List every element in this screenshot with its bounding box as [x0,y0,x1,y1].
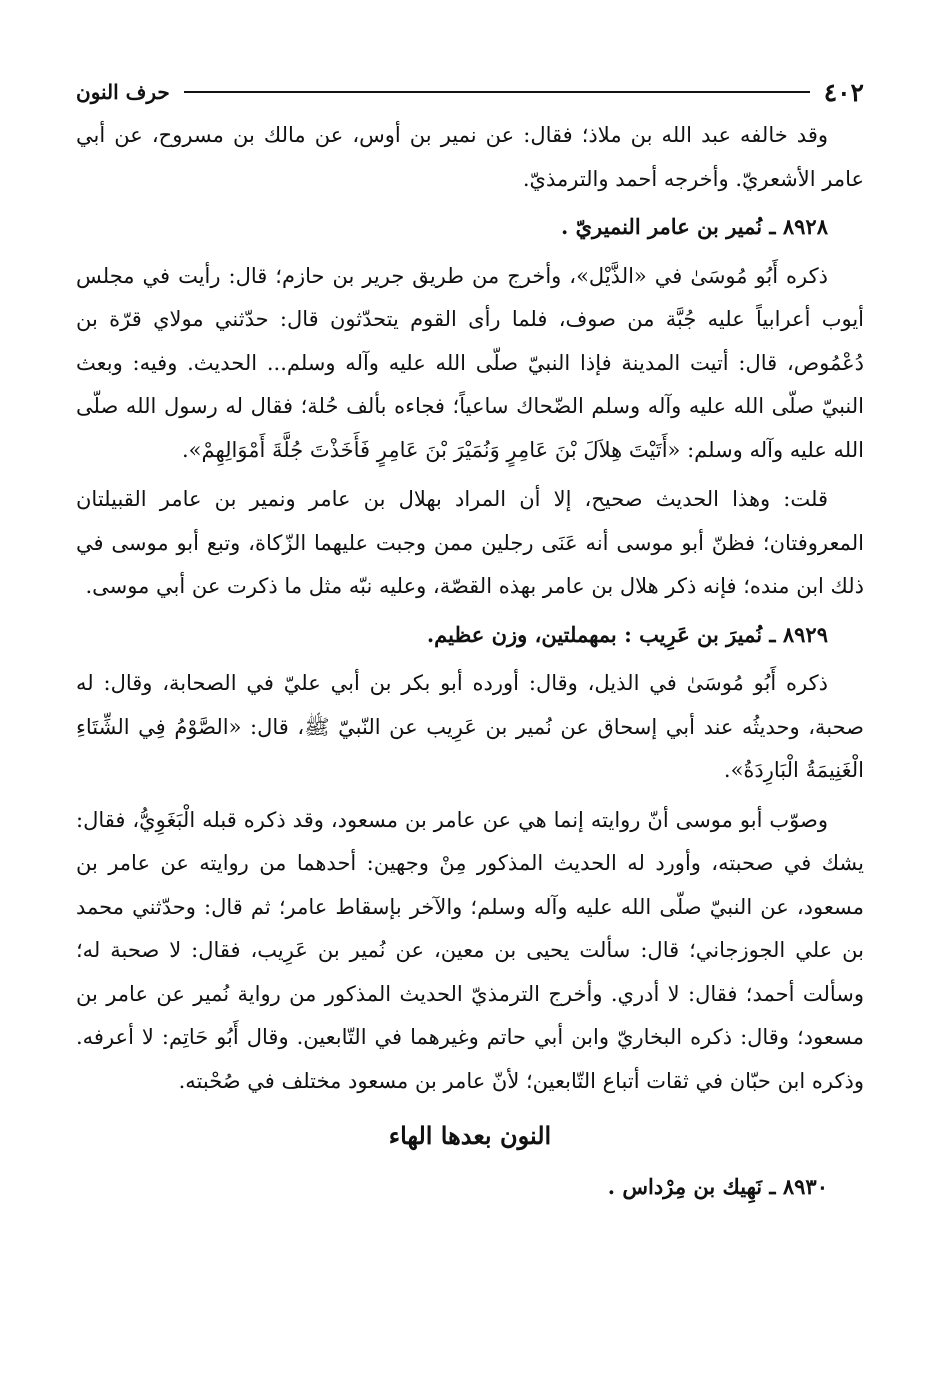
entry-8929: ٨٩٢٩ ـ نُميرَ بن عَرِيب : بمهملتين، وزن عظيم. [426,621,828,647]
section-title: حرف النون [76,80,170,104]
entry-8930: ٨٩٣٠ ـ نَهِيك بن مِرْداس . [607,1174,828,1199]
entry-8928: ٨٩٢٨ ـ نُمير بن عامر النميريّ . [560,214,828,239]
paragraph-3: قلت: وهذا الحديث صحيح، إلا أن المراد بهلال بن عامر ونمير بن عامر القبيلتان المعروفتان؛ فظنّ أبو موسى أنه عَنَى رجلين ممن وجبت عليهما الزّكاة، وتبع أبو موسى في ذلك ابن منده؛ فإنه ذكر هلال بن عامر بهذه القصّة، وعليه نبّه مثل ما ذكرت عن أبي موسى. [76,487,864,598]
running-header [76,70,864,114]
header-rule [184,91,810,93]
page [76,70,864,1209]
paragraph-5: وصوّب أبو موسى أنّ روايته إنما هي عن عامر بن مسعود، وقد ذكره قبله الْبَغَوِيُّ، فقال: يشك في صحبته، وأورد له الحديث المذكور مِنْ وجهين: أحدهما من روايته عن عامر بن مسعود، عن النبيّ صلّى الله عليه وآله وسلم؛ والآخر بإسقاط عامر؛ ثم قال: وحدّثني محمد بن علي الجوزجاني؛ قال: سألت يحيى بن معين، عن نُمير بن عَرِيب، فقال: لا صحبة له؛ وسألت أحمد؛ فقال: لا أدري. وأخرج الترمذيّ الحديث المذكور من رواية نُمير عن عامر بن مسعود؛ وقال: ذكره البخاريّ وابن أبي حاتم وغيرهما في التّابعين. وقال أَبُو حَاتِم: لا أعرفه. وذكره ابن حبّان في ثقات أتباع التّابعين؛ لأنّ عامر بن مسعود مختلف في صُحْبته. [76,807,864,1093]
paragraph-1: وقد خالفه عبد الله بن ملاذ؛ فقال: عن نمير بن أوس، عن مالك بن مسروح، عن أبي عامر الأشعريّ. وأخرجه أحمد والترمذيّ. [76,123,864,191]
paragraph-2: ذكره أَبُو مُوسَىٰ في «الذَّيْل»، وأخرج من طريق جرير بن حازم؛ قال: رأيت في مجلس أيوب أعرابياً عليه جُبَّة من صوف، فلما رأى القوم يتحدّثون قال: حدّثني مولاي قرّة بن دُعْمُوص، قال: أتيت المدينة فإذا النبيّ صلّى الله عليه وآله وسلم... الحديث. وفيه: وبعث النبيّ صلّى الله عليه وآله وسلم الضّحاك ساعياً؛ فجاءه بألف حُلة؛ فقال له رسول الله صلّى الله عليه وآله وسلم: «أَتَيْتَ هِلاَلَ بْنَ عَامِرٍ وَنُمَيْرَ بْنَ عَامِرٍ فَأَخَذْتَ جُلَّةَ أَمْوَالِهِمْ». [76,263,864,462]
page-number: ٤٠٢ [823,77,864,107]
paragraph-4: ذكره أَبُو مُوسَىٰ في الذيل، وقال: أورده أبو بكر بن أبي عليّ في الصحابة، وقال: له صحبة، وحديثُه عند أبي إسحاق عن نُمير بن عَرِيب عن النّبيّ ﷺ، قال: «الصَّوْمُ فِي الشِّتَاءِ الْغَنِيمَةُ الْبَارِدَةُ». [76,671,864,782]
chapter-heading: النون بعدها الهاء [388,1121,552,1150]
